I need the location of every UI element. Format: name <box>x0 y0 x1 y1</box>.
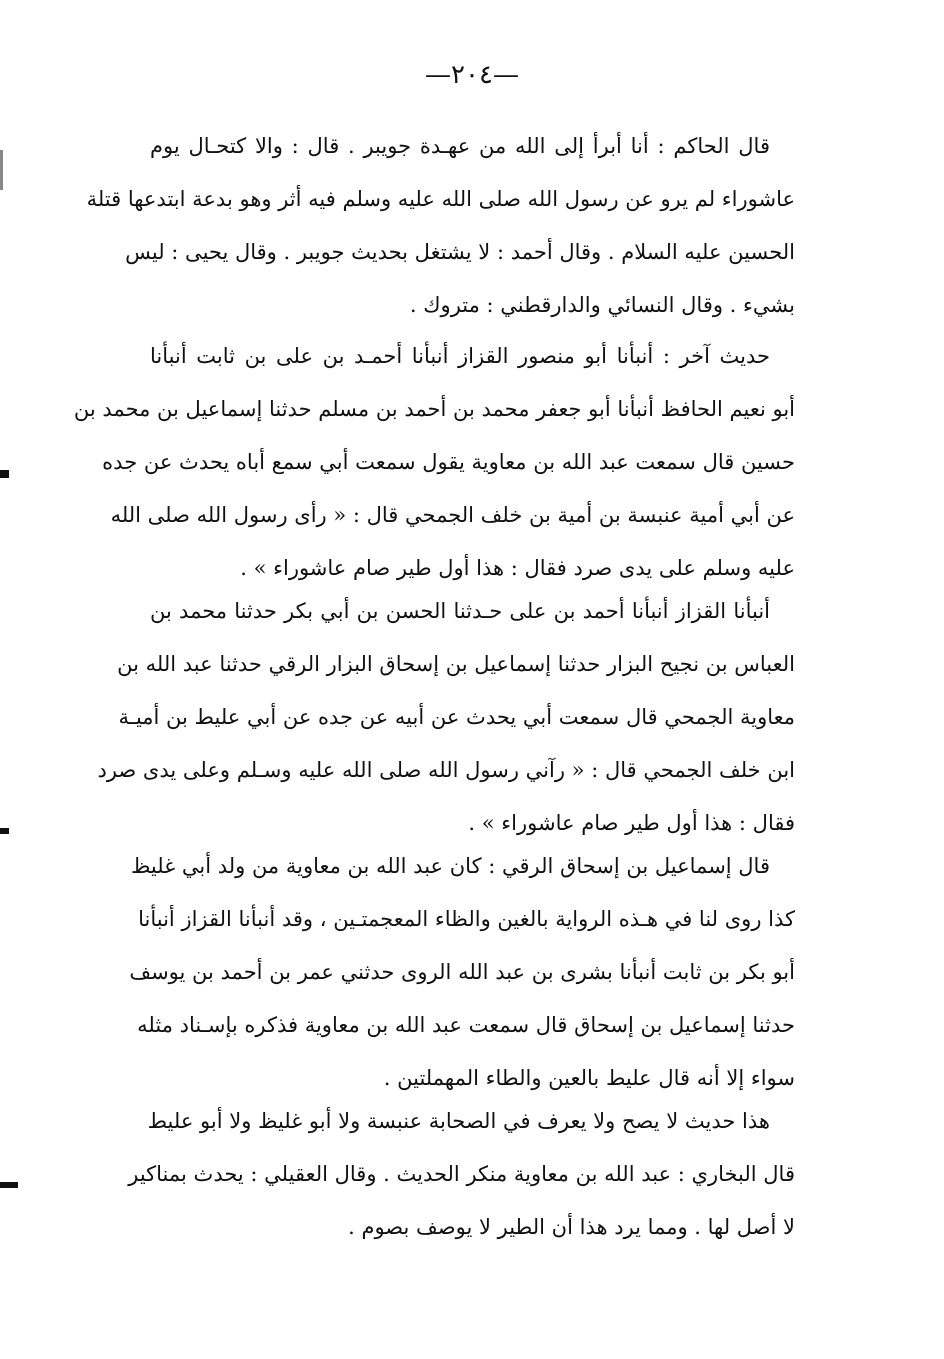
text-line: قال البخاري : عبد الله بن معاوية منكر الحديث . وقال العقيلي : يحدث بمناكير <box>128 1162 795 1186</box>
text-line: أنبأنا القزاز أنبأنا أحمد بن على حـدثنا الحسن بن أبي بكر حدثنا محمد بن <box>150 599 770 623</box>
text-line: حدثنا إسماعيل بن إسحاق قال سمعت عبد الله بن معاوية فذكره بإسـناد مثله <box>137 1013 795 1037</box>
text-line: فقال : هذا أول طير صام عاشوراء » . <box>468 811 795 835</box>
paragraph-another-hadith <box>73 330 795 595</box>
paragraph-ismail-note <box>129 840 795 1105</box>
text-line: الحسين عليه السلام . وقال أحمد : لا يشتغل بحديث جويبر . وقال يحيى : ليس <box>125 240 795 264</box>
text-line: عاشوراء لم يرو عن رسول الله صلى الله عليه وسلم فيه أثر وهو بدعة ابتدعها قتلة <box>86 187 795 211</box>
scan-edge-mark <box>0 470 9 478</box>
text-line: سواء إلا أنه قال عليط بالعين والطاء المهملتين . <box>383 1066 795 1090</box>
text-line: عن أبي أمية عنبسة بن أمية بن خلف الجمحي قال : « رأى رسول الله صلى الله <box>110 503 795 527</box>
page-number: —٢٠٤— <box>425 60 519 90</box>
text-line: ابن خلف الجمحي قال : « رآني رسول الله صلى الله عليه وسـلم وعلى يدى صرد <box>97 758 795 782</box>
text-line: العباس بن نجيح البزار حدثنا إسماعيل بن إسحاق البزار الرقي حدثنا عبد الله بن <box>117 652 795 676</box>
text-line: كذا روى لنا في هـذه الرواية بالغين والظاء المعجمتـين ، وقد أنبأنا القزاز أنبأنا <box>138 907 795 931</box>
text-line: حسين قال سمعت عبد الله بن معاوية يقول سمعت أبي سمع أباه يحدث عن جده <box>102 450 795 474</box>
text-line: عليه وسلم على يدى صرد فقال : هذا أول طير صام عاشوراء » . <box>240 556 795 580</box>
text-line: معاوية الجمحي قال سمعت أبي يحدث عن أبيه عن جده عن أبي عليط بن أميـة <box>118 705 795 729</box>
scan-edge-mark <box>0 828 9 834</box>
text-line: حديث آخر : أنبأنا أبو منصور القزاز أنبأنا أحمـد بن على بن ثابت أنبأنا <box>150 344 770 368</box>
scan-edge-mark <box>0 1182 18 1188</box>
scan-edge-mark <box>0 150 3 190</box>
text-line: هذا حديث لا يصح ولا يعرف في الصحابة عنبسة ولا أبو غليظ ولا أبو عليط <box>147 1109 770 1133</box>
paragraph-qazzaz-chain <box>97 585 795 850</box>
text-line: لا أصل لها . ومما يرد هذا أن الطير لا يوصف بصوم . <box>348 1215 795 1239</box>
text-line: بشيء . وقال النسائي والدارقطني : متروك . <box>409 293 795 317</box>
paragraph-hakim-quote <box>86 120 795 332</box>
text-line: أبو نعيم الحافظ أنبأنا أبو جعفر محمد بن أحمد بن مسلم حدثنا إسماعيل بن محمد بن <box>73 397 795 421</box>
paragraph-verdict <box>128 1095 795 1254</box>
text-line: قال إسماعيل بن إسحاق الرقي : كان عبد الله بن معاوية من ولد أبي غليظ <box>130 854 770 878</box>
text-line: أبو بكر بن ثابت أنبأنا بشرى بن عبد الله الروى حدثني عمر بن أحمد بن يوسف <box>129 960 795 984</box>
text-line: قال الحاكم : أنا أبرأ إلى الله من عهـدة جويبر . قال : والا كتحـال يوم <box>150 134 770 158</box>
